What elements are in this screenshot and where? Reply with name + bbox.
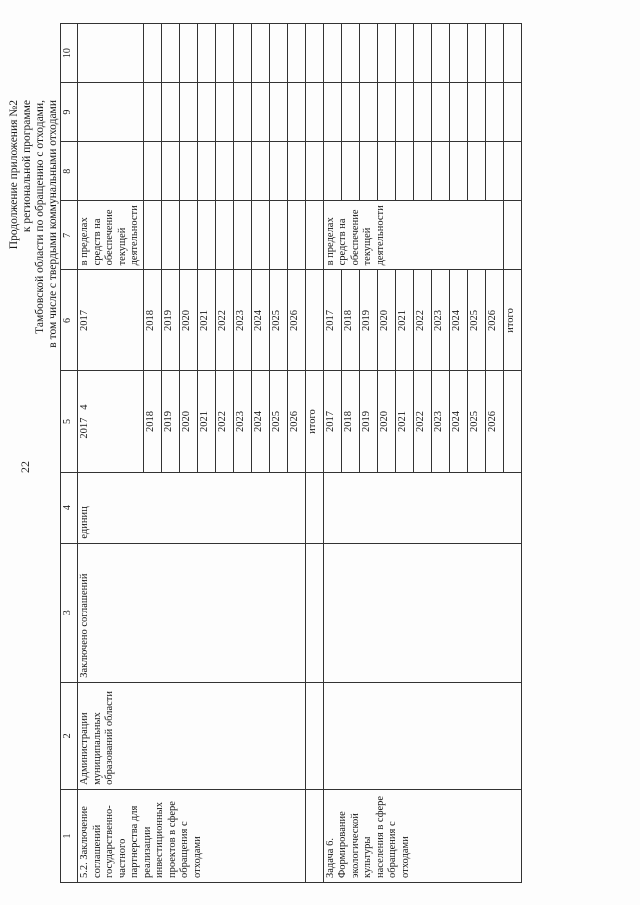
empty-cell xyxy=(503,83,521,142)
empty-cell xyxy=(305,142,323,201)
measure-cell: 5.2. Заключение соглашений государственно-частного партнерства для реализации инвестиционных проектов в сфере обращения с отходами xyxy=(78,789,306,882)
empty-cell xyxy=(233,201,251,270)
empty-cell xyxy=(179,201,197,270)
year-cell: 2026 xyxy=(485,270,503,371)
year-cell: 2018 xyxy=(143,270,161,371)
header-line-3: Тамбовской области по обращению с отходами, xyxy=(34,100,46,334)
empty-cell xyxy=(251,24,269,83)
empty-cell xyxy=(341,24,359,83)
executor-cell: Администрации муниципальных образований области xyxy=(78,682,306,789)
year-cell: 2017 xyxy=(323,371,341,472)
year-cell: 2025 xyxy=(467,371,485,472)
table-row xyxy=(305,24,323,883)
empty-cell xyxy=(377,83,395,142)
year-cell: 2025 xyxy=(467,270,485,371)
year-cell: 2023 xyxy=(431,270,449,371)
empty-cell xyxy=(305,789,323,882)
empty-cell xyxy=(377,24,395,83)
empty-cell xyxy=(305,682,323,789)
year-cell: 2022 xyxy=(215,371,233,472)
year-cell: 2019 xyxy=(161,270,179,371)
empty-cell xyxy=(449,83,467,142)
empty-cell xyxy=(143,83,161,142)
page-number: 22 xyxy=(18,461,32,473)
indicator-year-2017: 2017 4 xyxy=(78,371,144,472)
year-cell: 2020 xyxy=(377,371,395,472)
empty-cell xyxy=(503,24,521,83)
col-num-5: 5 xyxy=(61,371,78,472)
year-cell: 2023 xyxy=(233,371,251,472)
col-num-6: 6 xyxy=(61,270,78,371)
empty-cell xyxy=(413,24,431,83)
empty-cell xyxy=(395,24,413,83)
year-cell: 2024 xyxy=(449,371,467,472)
empty-cell xyxy=(161,142,179,201)
empty-cell xyxy=(287,201,305,270)
indicator-value: 4 xyxy=(79,404,90,410)
header-line-4: в том числе с твердыми коммунальными отходами xyxy=(47,100,59,348)
empty-cell xyxy=(78,83,144,142)
empty-cell xyxy=(143,24,161,83)
year-cell: 2020 xyxy=(179,270,197,371)
empty-cell xyxy=(161,201,179,270)
empty-cell xyxy=(215,142,233,201)
empty-cell xyxy=(251,201,269,270)
col-num-10: 10 xyxy=(61,24,78,83)
program-table xyxy=(60,23,530,883)
empty-cell xyxy=(179,24,197,83)
empty-cell xyxy=(287,24,305,83)
finance-year-2017: 2017 xyxy=(78,270,144,371)
col-num-1: 1 xyxy=(61,789,78,882)
empty-cell xyxy=(431,83,449,142)
year-cell: 2022 xyxy=(215,270,233,371)
year-cell: 2018 xyxy=(341,270,359,371)
empty-cell xyxy=(449,24,467,83)
empty-cell xyxy=(233,142,251,201)
empty-cell xyxy=(305,543,323,682)
year-cell: 2024 xyxy=(251,371,269,472)
year-cell: 2021 xyxy=(395,270,413,371)
year-cell: 2023 xyxy=(233,270,251,371)
empty-cell xyxy=(305,270,323,371)
empty-cell xyxy=(341,142,359,201)
year-cell: 2019 xyxy=(359,371,377,472)
year-cell: 2019 xyxy=(161,371,179,472)
year-cell: 2022 xyxy=(413,371,431,472)
year-cell: 2024 xyxy=(449,270,467,371)
col-num-4: 4 xyxy=(61,472,78,543)
empty-cell xyxy=(197,83,215,142)
empty-cell xyxy=(251,142,269,201)
total-cell: итого xyxy=(503,270,521,371)
empty-cell xyxy=(395,142,413,201)
empty-cell xyxy=(78,24,144,83)
empty-cell xyxy=(305,472,323,543)
empty-cell xyxy=(143,142,161,201)
year-cell: 2019 xyxy=(359,270,377,371)
empty-cell xyxy=(215,83,233,142)
empty-cell xyxy=(413,142,431,201)
empty-cell xyxy=(233,83,251,142)
indicator-cell: Заключено соглашений xyxy=(78,543,306,682)
empty-cell xyxy=(233,24,251,83)
empty-cell xyxy=(179,142,197,201)
empty-cell xyxy=(287,142,305,201)
header-line-2: к региональной программе xyxy=(21,100,33,233)
empty-cell xyxy=(467,83,485,142)
empty-cell xyxy=(395,83,413,142)
empty-cell xyxy=(269,24,287,83)
col-num-3: 3 xyxy=(61,543,78,682)
appendix-header xyxy=(8,100,60,348)
empty-cell xyxy=(359,24,377,83)
col-num-2: 2 xyxy=(61,682,78,789)
empty-cell xyxy=(323,682,521,789)
empty-cell xyxy=(323,83,341,142)
column-number-row xyxy=(61,24,78,883)
total-cell: итого xyxy=(305,371,323,472)
year-cell: 2026 xyxy=(485,371,503,472)
col-num-9: 9 xyxy=(61,83,78,142)
empty-cell xyxy=(359,83,377,142)
empty-cell xyxy=(269,142,287,201)
empty-cell xyxy=(269,83,287,142)
empty-cell xyxy=(503,201,521,270)
empty-cell xyxy=(323,472,521,543)
empty-cell xyxy=(449,142,467,201)
empty-cell xyxy=(431,24,449,83)
year-cell: 2022 xyxy=(413,270,431,371)
empty-cell xyxy=(503,371,521,472)
empty-cell xyxy=(197,201,215,270)
year-cell: 2025 xyxy=(269,270,287,371)
year-cell: 2026 xyxy=(287,371,305,472)
empty-cell xyxy=(413,83,431,142)
empty-cell xyxy=(197,142,215,201)
empty-cell xyxy=(341,83,359,142)
year-cell: 2018 xyxy=(341,371,359,472)
empty-cell xyxy=(467,142,485,201)
finance-note-cell: в пределах средств на обеспечение текущей деятельности xyxy=(78,201,144,270)
empty-cell xyxy=(215,24,233,83)
empty-cell xyxy=(323,24,341,83)
empty-cell xyxy=(359,142,377,201)
empty-cell xyxy=(161,83,179,142)
year-cell: 2026 xyxy=(287,270,305,371)
year-cell: 2025 xyxy=(269,371,287,472)
empty-cell xyxy=(377,142,395,201)
empty-cell xyxy=(305,201,323,270)
year-cell: 2021 xyxy=(197,270,215,371)
year-cell: 2021 xyxy=(197,371,215,472)
empty-cell xyxy=(197,24,215,83)
header-line-1: Продолжение приложения №2 xyxy=(8,100,20,250)
empty-cell xyxy=(161,24,179,83)
empty-cell xyxy=(431,142,449,201)
empty-cell xyxy=(323,142,341,201)
year-cell: 2023 xyxy=(431,371,449,472)
finance-note-cell: в пределах средств на обеспечение текущей деятельности xyxy=(323,201,503,270)
empty-cell xyxy=(305,83,323,142)
empty-cell xyxy=(485,83,503,142)
empty-cell xyxy=(287,83,305,142)
task-cell: Задача 6. Формирование экологической культуры населения в сфере обращения с отходами xyxy=(323,789,521,882)
year-cell: 2020 xyxy=(377,270,395,371)
empty-cell xyxy=(485,142,503,201)
table-row xyxy=(323,24,341,883)
empty-cell xyxy=(467,24,485,83)
unit-cell: единиц xyxy=(78,472,306,543)
empty-cell xyxy=(485,24,503,83)
empty-cell xyxy=(305,24,323,83)
empty-cell xyxy=(143,201,161,270)
year-cell: 2024 xyxy=(251,270,269,371)
empty-cell xyxy=(78,142,144,201)
empty-cell xyxy=(251,83,269,142)
col-num-7: 7 xyxy=(61,201,78,270)
year-cell: 2020 xyxy=(179,371,197,472)
year-cell: 2021 xyxy=(395,371,413,472)
col-num-8: 8 xyxy=(61,142,78,201)
empty-cell xyxy=(503,142,521,201)
year-cell: 2018 xyxy=(143,371,161,472)
empty-cell xyxy=(323,543,521,682)
year-cell: 2017 xyxy=(323,270,341,371)
empty-cell xyxy=(269,201,287,270)
empty-cell xyxy=(215,201,233,270)
empty-cell xyxy=(179,83,197,142)
